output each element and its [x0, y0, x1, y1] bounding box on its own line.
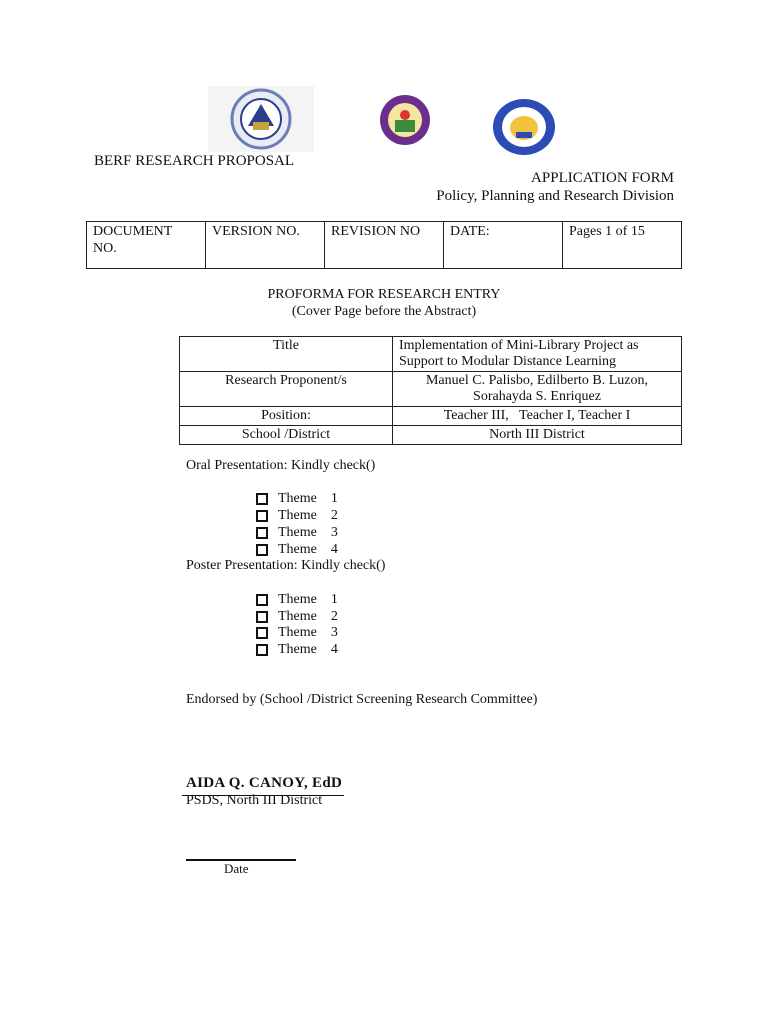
theme-word: Theme	[278, 491, 317, 506]
table-row	[180, 372, 682, 407]
theme-number: 2	[330, 609, 338, 624]
division-name: Policy, Planning and Research Division	[436, 188, 674, 204]
position-label: Position:	[180, 407, 393, 426]
proforma-subtitle: (Cover Page before the Abstract)	[291, 304, 477, 319]
school-label: School /District	[180, 426, 393, 445]
oral-theme-2[interactable]	[256, 507, 338, 524]
theme-number: 3	[330, 525, 338, 540]
checkbox-icon[interactable]	[256, 611, 268, 623]
proforma-title: PROFORMA FOR RESEARCH ENTRY	[267, 287, 501, 302]
deped-logo	[208, 86, 314, 152]
table-row	[180, 407, 682, 426]
theme-number: 4	[330, 642, 338, 657]
division-iligan-logo	[375, 94, 435, 146]
theme-number: 3	[330, 625, 338, 640]
document-no-cell: DOCUMENT NO.	[87, 222, 206, 269]
theme-number: 4	[330, 542, 338, 557]
proponent-value: Manuel C. Palisbo, Edilberto B. Luzon, Sorahayda S. Enriquez	[393, 372, 682, 407]
poster-theme-1[interactable]	[256, 591, 338, 608]
poster-theme-2[interactable]	[256, 608, 338, 625]
theme-word: Theme	[278, 542, 317, 557]
theme-word: Theme	[278, 508, 317, 523]
theme-number: 1	[330, 592, 338, 607]
proforma-heading	[0, 286, 768, 320]
school-value: North III District	[393, 426, 682, 445]
checkbox-icon[interactable]	[256, 510, 268, 522]
document-control-table	[86, 221, 682, 269]
checkbox-icon[interactable]	[256, 493, 268, 505]
proponent-label: Research Proponent/s	[180, 372, 393, 407]
oral-theme-4[interactable]	[256, 541, 338, 558]
position-value: Teacher III, Teacher I, Teacher I	[393, 407, 682, 426]
theme-word: Theme	[278, 625, 317, 640]
endorsement-label: Endorsed by (School /District Screening Research Committee)	[186, 692, 538, 707]
date-label: Date	[224, 861, 249, 876]
table-row	[180, 337, 682, 372]
theme-word: Theme	[278, 525, 317, 540]
checkbox-icon[interactable]	[256, 627, 268, 639]
theme-number: 2	[330, 508, 338, 523]
signer-name: AIDA Q. CANOY, EdD	[186, 775, 343, 791]
pages-cell: Pages 1 of 15	[563, 222, 682, 269]
date-cell: DATE:	[444, 222, 563, 269]
checkbox-icon[interactable]	[256, 527, 268, 539]
theme-number: 1	[330, 491, 338, 506]
oral-theme-3[interactable]	[256, 524, 338, 541]
revision-no-cell: REVISION NO	[325, 222, 444, 269]
table-row	[180, 426, 682, 445]
theme-word: Theme	[278, 609, 317, 624]
proposal-title: BERF RESEARCH PROPOSAL	[94, 153, 295, 169]
research-entry-table	[179, 336, 682, 445]
checkbox-icon[interactable]	[256, 594, 268, 606]
title-value: Implementation of Mini-Library Project as Support to Modular Distance Learning	[393, 337, 682, 372]
oral-theme-1[interactable]	[256, 490, 338, 507]
poster-theme-4[interactable]	[256, 641, 338, 658]
poster-theme-3[interactable]	[256, 624, 338, 641]
poster-presentation-label: Poster Presentation: Kindly check()	[186, 558, 386, 573]
oral-presentation-label: Oral Presentation: Kindly check()	[186, 458, 376, 473]
application-form-title: APPLICATION FORM	[531, 170, 674, 186]
title-label: Title	[180, 337, 393, 372]
signer-position: PSDS, North III District	[186, 793, 323, 808]
form-heading	[436, 169, 674, 205]
east-high-logo	[492, 98, 556, 156]
version-no-cell: VERSION NO.	[206, 222, 325, 269]
theme-word: Theme	[278, 592, 317, 607]
checkbox-icon[interactable]	[256, 644, 268, 656]
theme-word: Theme	[278, 642, 317, 657]
checkbox-icon[interactable]	[256, 544, 268, 556]
